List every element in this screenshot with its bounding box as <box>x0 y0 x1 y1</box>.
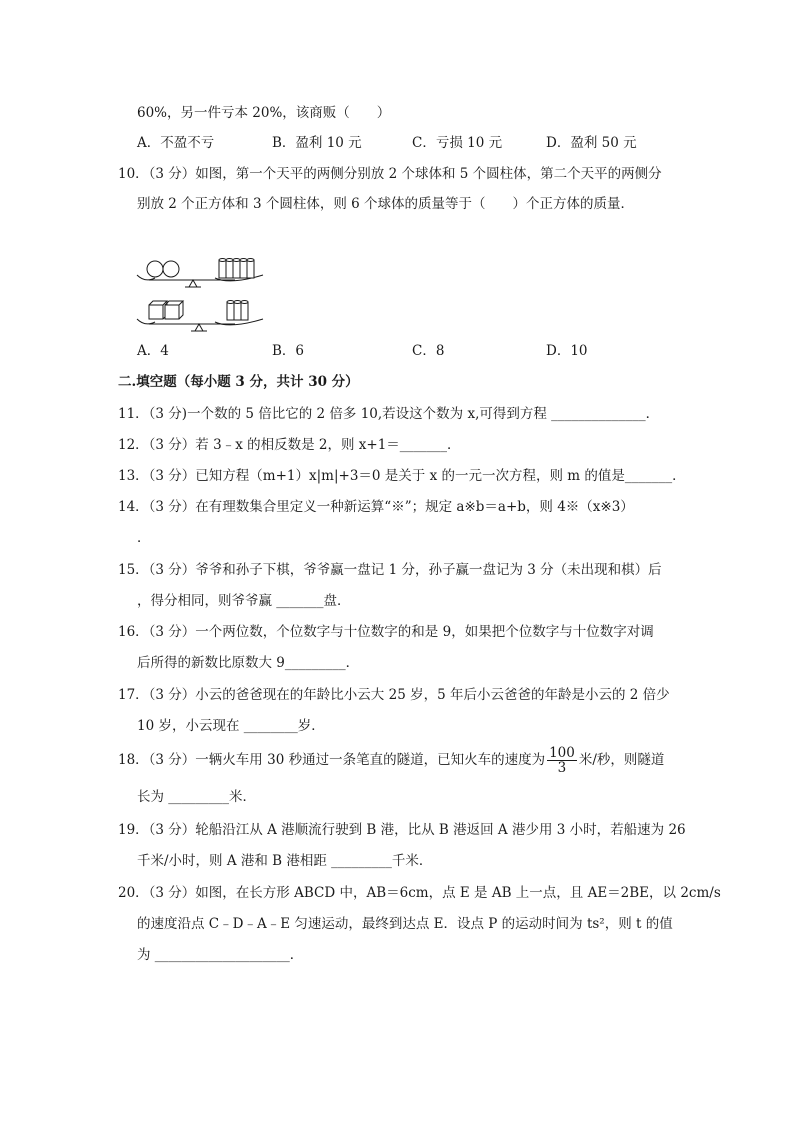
q9-option-d: D．盈利 50 元 <box>546 135 637 151</box>
q19-line1: 19．（3 分）轮船沿江从 A 港顺流行驶到 B 港，比从 B 港返回 A 港少用 3 小时，若船速为 26 <box>118 822 686 838</box>
q15-line1: 15．（3 分）爷爷和孙子下棋，爷爷赢一盘记 1 分，孙子赢一盘记为 3 分（未出现和棋）后 <box>118 562 662 578</box>
cylinder-icon <box>234 302 241 320</box>
cylinder-icon <box>247 260 254 278</box>
q15-line2: ，得分相同，则爷爷赢 _______盘． <box>137 593 351 609</box>
q9-option-b: B．盈利 10 元 <box>272 135 362 151</box>
section-heading-fill-in: 二.填空题（每小题 3 分，共计 30 分） <box>118 374 359 390</box>
balance-figure <box>135 253 275 333</box>
balance-1 <box>137 259 263 288</box>
q18-line1 <box>118 743 664 777</box>
q18-line2: 长为 _________米． <box>137 789 257 805</box>
q10-line1: 10．（3 分）如图，第一个天平的两侧分别放 2 个球体和 5 个圆柱体，第二个天平的两侧分 <box>118 166 662 182</box>
q17-line1: 17．（3 分）小云的爸爸现在的年龄比小云大 25 岁，5 年后小云爸爸的年龄是小云的 2 倍少 <box>118 687 670 703</box>
q18-fraction <box>547 746 577 775</box>
q9-continuation: 60%，另一件亏本 20%，该商贩（ ） <box>137 105 391 121</box>
q18-text-pre: 18．（3 分）一辆火车用 30 秒通过一条笔直的隧道，已知火车的速度为 <box>118 752 546 768</box>
q11: 11．（3 分)一个数的 5 倍比它的 2 倍多 10,若设这个数为 x,可得到方程 ______________． <box>118 406 660 422</box>
cube-icon <box>149 305 163 319</box>
cylinder-icon <box>241 302 248 320</box>
cylinder-icon <box>226 260 233 278</box>
q17-line2: 10 岁，小云现在 ________岁． <box>137 718 325 734</box>
q10-line2: 别放 2 个正方体和 3 个圆柱体，则 6 个球体的质量等于（ ）个正方体的质量． <box>137 196 635 212</box>
q20-line2: 的速度沿点 C﹣D﹣A﹣E 匀速运动，最终到达点 E．设点 P 的运动时间为 ts²，则 t 的值 <box>137 916 673 932</box>
q10-option-d: D．10 <box>546 343 588 359</box>
sphere-icon <box>147 261 163 277</box>
cylinder-icon <box>233 260 240 278</box>
q18-denominator: 3 <box>557 760 567 776</box>
q20-line1: 20．（3 分）如图，在长方形 ABCD 中，AB＝6cm，点 E 是 AB 上一点，且 AE＝2BE，以 2cm/s <box>118 885 721 901</box>
q16-line1: 16．（3 分）一个两位数，个位数字与十位数字的和是 9，如果把个位数字与十位数字对调 <box>118 624 654 640</box>
q18-text-post: 米/秒，则隧道 <box>578 752 665 768</box>
q18-numerator: 100 <box>549 745 575 761</box>
q10-option-c: C．8 <box>412 343 445 359</box>
balance-2 <box>137 301 263 332</box>
cylinder-icon <box>240 260 247 278</box>
cylinder-icon <box>227 302 234 320</box>
q10-option-a: A．4 <box>137 343 169 359</box>
q14-line1: 14．（3 分）在有理数集合里定义一种新运算“※”；规定 a※b＝a+b，则 4※（x※3） <box>118 499 634 515</box>
cylinder-icon <box>219 260 226 278</box>
q9-option-a: A．不盈不亏 <box>137 135 215 151</box>
q20-line3: 为 ____________________． <box>137 947 304 963</box>
cube-icon <box>165 305 179 319</box>
q16-line2: 后所得的新数比原数大 9_________． <box>137 655 360 671</box>
q12: 12．（3 分）若 3﹣x 的相反数是 2，则 x+1＝_______． <box>118 437 461 453</box>
sphere-icon <box>163 261 179 277</box>
q9-option-c: C．亏损 10 元 <box>412 135 503 151</box>
q10-option-b: B．6 <box>272 343 305 359</box>
q19-line2: 千米/小时，则 A 港和 B 港相距 _________千米． <box>137 853 433 869</box>
q14-line2: ． <box>137 530 151 546</box>
q13: 13．（3 分）已知方程（m+1）x|m|+3＝0 是关于 x 的一元一次方程，则 m 的值是_______． <box>118 468 686 484</box>
